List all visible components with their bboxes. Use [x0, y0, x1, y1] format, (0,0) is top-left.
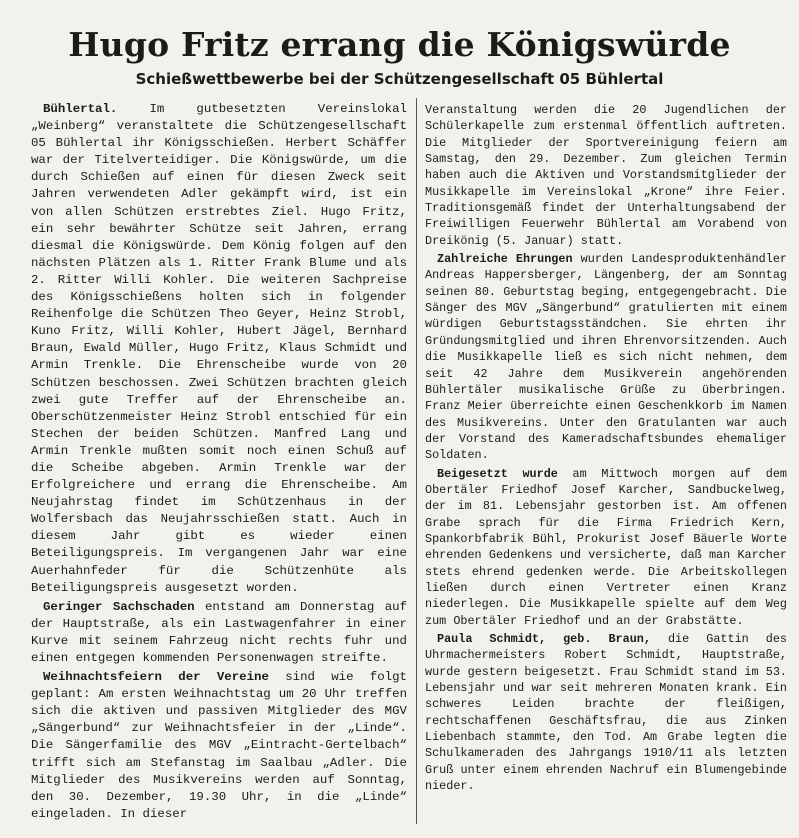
headline: Hugo Fritz errang die Königswürde [68, 25, 731, 64]
paragraph-text: die Gattin des Uhrmachermeisters Robert Schmidt, Hauptstraße, wurde gestern beigesetzt. Frau Schmidt stand im 53. Lebensjahr und war seit mehreren Monaten krank. Ein schweres Leiden brachte der fleißigen, rechtschaffenen Geschäftsfrau, die aus Zinken Liebenbach stammte, den Tod. Am Grabe legten die Schulkameraden des Jahrgangs 1910/11 als letzten Gruß unter einem ehrenden Nachruf ein Blumengebinde nieder. [425, 632, 787, 794]
paragraph-text: sind wie folgt geplant: Am ersten Weihnachtstag um 20 Uhr treffen sich die aktiven und passiven Mitglieder des MGV „Sängerbund“ zur Weihnachtsfeier in der „Linde“. Die Sängerfamilie des MGV „Eintracht-Gertelbach“ trifft sich am Stefanstag im Saalbau „Adler. Die Mitglieder des Musikvereins werden auf Sonntag, den 30. Dezember, 19.30 Uhr, in die „Linde“ eingeladen. In dieser [31, 670, 407, 821]
paragraph-lead: Zahlreiche Ehrungen [437, 252, 573, 267]
paragraph-lead: Beigesetzt wurde [437, 466, 558, 481]
paragraph-text: Im gutbesetzten Vereinslokal „Weinberg“ veranstaltete die Schützengesellschaft 05 Bühlertal ihr Königsschießen. Herbert Schäffer war der Titelverteidiger. Die Königswürde, um die durch Schießen auf einen für diesen Zweck seit Jahren verwendeten Adler gekämpft wird, ist ein von allen Schützen erstrebtes Ziel. Hugo Fritz, ein sehr bewährter Schütze seit Jahren, errang diesmal die Königswürde. Dem König folgen auf den nächsten Plätzen als 1. Ritter Frank Blume und als 2. Ritter Willi Kohler. Die weiteren Sachpreise des Königsschießens holten sich in folgender Reihenfolge die Schützen Theo Geyer, Heinz Strobl, Kuno Fritz, Willi Kohler, Hubert Jägel, Bernhard Braun, Ewald Müller, Hugo Fritz, Klaus Schmidt und Armin Trenkle. Die Ehrenscheibe wurde von 20 Schützen beschossen. Zwei Schützen brachten gleich zwei gute Treffer auf der Ehrenscheibe an. Oberschützenmeister Heinz Strobl entschied für ein Stechen der beiden Schützen. Manfred Lang und Armin Trenkle mußten somit noch einen Schuß auf die Scheibe abgeben. Armin Trenkle war der Erfolgreichere und errang die Ehrenscheibe. Am Neujahrstag findet im Schützenhaus in der Wolfersbach das Neujahrsschießen statt. Auch in diesem Jahr gibt es wieder einen Beteiligungspreis. Im vergangenen Jahr war eine Auerhahnfeder für die Schützenhüte als Beteiligungspreis ausgesetzt worden. [31, 102, 407, 595]
paragraph-beisetzung-schmidt [425, 631, 787, 794]
paragraph-text: am Mittwoch morgen auf dem Obertäler Friedhof Josef Karcher, Sandbuckelweg, der im 81. Lebensjahr gestorben ist. Am offenen Grabe sprach für die Firma Friedrich Kern, Spankorbfabrik Bühl, Prokurist Josef Bäuerle Worte ehrenden Gedenkens und versicherte, daß man Karcher stets ehrend gedenken werde. Die Arbeitskollegen ließen durch einen Vertreter einen Kranz niederlegen. Die Musikkapelle spielte auf dem Weg zum Obertäler Friedhof und an der Grabstätte. [425, 466, 787, 628]
left-column [31, 101, 407, 823]
paragraph-lead: Paula Schmidt, geb. Braun, [437, 632, 651, 646]
paragraph-beisetzung-karcher [425, 466, 787, 629]
paragraph-lead: Weihnachtsfeiern der Vereine [43, 670, 269, 685]
right-column [425, 102, 787, 794]
paragraph-koenigsschiessen [31, 101, 407, 597]
column-divider [416, 98, 417, 824]
paragraph-weihnachtsfeiern-continued [425, 102, 787, 249]
paragraph-ehrungen [425, 251, 787, 463]
paragraph-lead: Bühlertal. [43, 102, 118, 116]
paragraph-text: Veranstaltung werden die 20 Jugendlichen der Schülerkapelle zum erstenmal öffentlich auftreten. Die Mitglieder der Sportvereinigung feiern am Samstag, den 29. Dezember. Zum gleichen Termin haben auch die Aktiven und Vorstandsmitglieder der Musikkapelle im Vereinslokal „Krone“ ihre Feier. Traditionsgemäß findet der Unterhaltungsabend der Freiwilligen Feuerwehr Bühlertal am Vorabend von Dreikönig (5. Januar) statt. [425, 103, 787, 248]
paragraph-weihnachtsfeiern [31, 669, 407, 823]
paragraph-text: wurden Landesproduktenhändler Andreas Happersberger, Längenberg, der am Sonntag seinen 80. Geburtstag beging, entgegengebracht. Die Sänger des MGV „Sängerbund“ gratulierten mit einem würdigen Geburtstagsständchen. Sie ehrten ihr Gründungsmitglied und ihren Ehrenvorsitzenden. Auch die Musikkapelle ließ es sich nicht nehmen, dem seit 42 Jahre dem Musikverein angehörenden Bühlertäler musikalische Grüße zu überbringen. Franz Meier überreichte einen Geschenkkorb im Namen des Musikvereins. Unter den Gratulanten war auch der Vorstand des Kameradschaftsbundes ehemaliger Soldaten. [425, 252, 787, 463]
paragraph-text: entstand am Donnerstag auf der Hauptstraße, als ein Lastwagenfahrer in einer Kurve mit seinem Fahrzeug nicht rechts fuhr und einen entgegen kommenden Personenwagen streifte. [31, 599, 407, 665]
subheadline: Schießwettbewerbe bei der Schützengesellschaft 05 Bühlertal [135, 70, 664, 88]
paragraph-sachschaden [31, 599, 407, 667]
paragraph-lead: Geringer Sachschaden [43, 599, 195, 614]
